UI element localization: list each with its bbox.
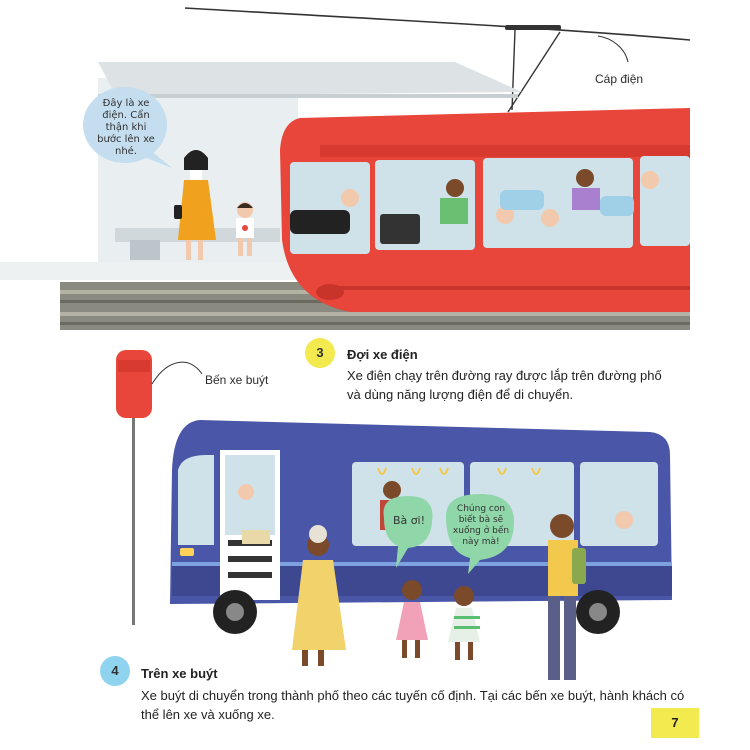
step-4-title: Trên xe buýt: [141, 666, 218, 681]
mother-speech-text: Đây là xe điện. Cẩn thận khi bước lên xe nhé.: [97, 98, 155, 157]
cable-label: Cáp điện: [595, 72, 644, 86]
step-3-body: Xe điện chạy trên đường ray được lắp trên đường phố và dùng năng lượng điện để di chuyển.: [347, 368, 662, 402]
red-tram: [280, 108, 690, 312]
step-4-body: Xe buýt di chuyển trong thành phố theo các tuyến cố định. Tại các bến xe buýt, hành khách có thể lên xe và xuống xe.: [141, 688, 685, 722]
child-speech-text: Bà ơi!: [393, 514, 425, 527]
step-4-badge: 4: [100, 656, 130, 686]
bus-stop-label: Bến xe buýt: [205, 373, 269, 387]
older-child-speech-text: Chúng con biết bà sẽ xuống ở bến này mà!: [452, 504, 510, 547]
page-number: 7: [651, 708, 699, 738]
step-3-badge: 3: [305, 338, 335, 368]
step-3-title: Đợi xe điện: [347, 347, 418, 362]
